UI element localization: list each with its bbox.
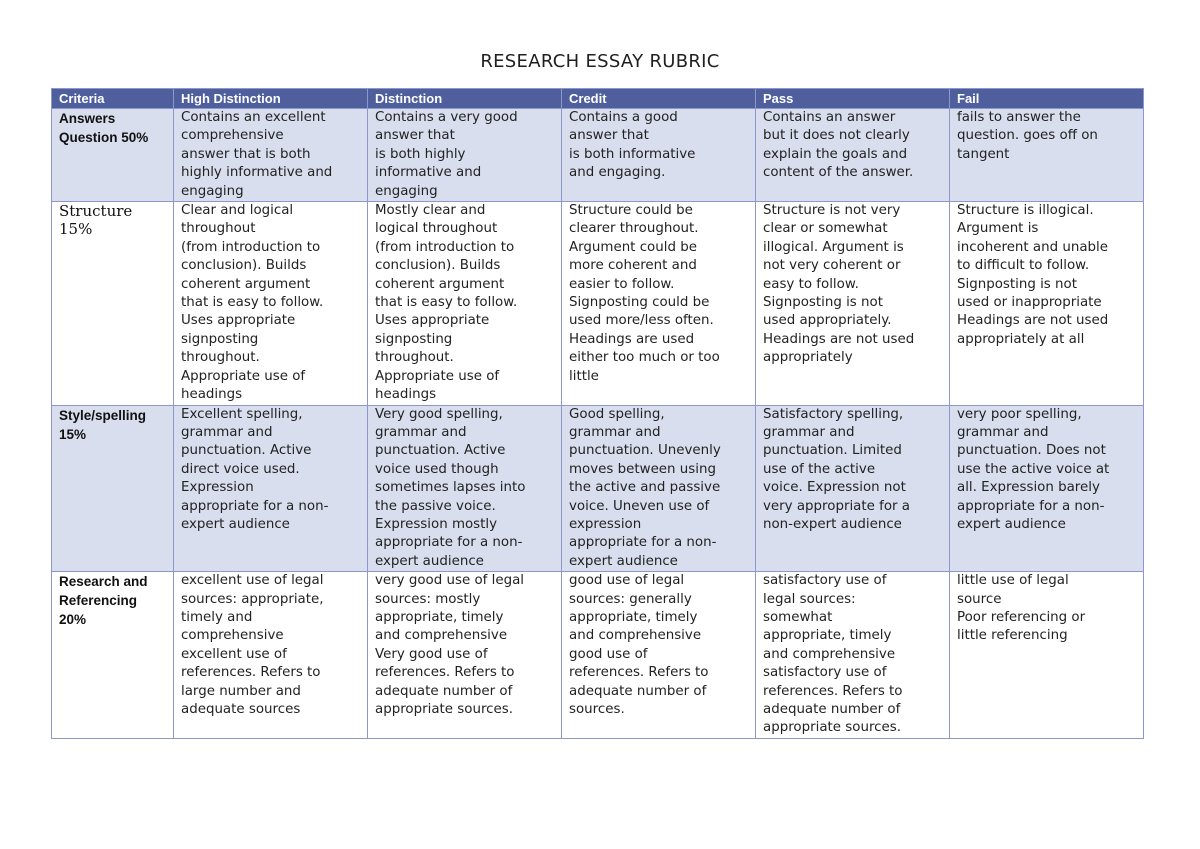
cell-pass (756, 405, 950, 572)
cell-pass (756, 572, 950, 739)
cell-text-line: Headings are not used (957, 313, 1109, 329)
cell-text-line: tangent (957, 146, 1010, 162)
cell-distinction (368, 109, 562, 202)
header-credit: Credit (562, 89, 756, 109)
cell-text-line: incoherent and unable (957, 239, 1109, 255)
cell-text-line: very appropriate for a (763, 498, 911, 514)
cell-credit (562, 572, 756, 739)
cell-text-line: timely and (181, 609, 253, 625)
cell-text-line: Structure could be (569, 203, 693, 219)
cell-text-line: sometimes lapses into (375, 480, 526, 496)
header-criteria: Criteria (52, 89, 174, 109)
cell-text-line: grammar and (569, 424, 661, 440)
cell-text-line: appropriate for a non- (957, 498, 1105, 514)
cell-text-line: voice. Uneven use of (569, 498, 710, 514)
cell-text-line: illogical. Argument is (763, 239, 904, 255)
cell-fail (950, 109, 1144, 202)
cell-text-line: explain the goals and (763, 146, 908, 162)
cell-text-line: appropriate, timely (763, 628, 892, 644)
cell-text-line: satisfactory use of (763, 665, 887, 681)
cell-text-line: appropriately at all (957, 331, 1085, 347)
cell-text-line: adequate number of (763, 702, 901, 717)
cell-text-line: adequate number of (375, 683, 513, 699)
cell-text-line: the passive voice. (375, 498, 496, 514)
cell-text-line: headings (375, 387, 437, 403)
cell-text-line: Excellent spelling, (181, 406, 303, 422)
cell-credit (562, 202, 756, 405)
cell-text-line: is both highly (375, 146, 466, 162)
cell-text-line: Good spelling, (569, 406, 665, 422)
cell-fail (950, 572, 1144, 739)
cell-text-line: appropriate sources. (763, 720, 901, 736)
rubric-table (51, 88, 1144, 739)
cell-text-line: headings (181, 387, 243, 403)
cell-credit (562, 109, 756, 202)
cell-text-line: Satisfactory spelling, (763, 406, 904, 422)
cell-text-line: expression (569, 516, 642, 532)
cell-text-line: little referencing (957, 628, 1068, 644)
cell-text-line: large number and (181, 683, 301, 699)
cell-text-line: appropriate for a non- (181, 498, 329, 514)
cell-high-distinction (174, 109, 368, 202)
cell-text-line: Contains a very good (375, 110, 518, 125)
cell-text-line: grammar and (375, 424, 467, 440)
header-fail: Fail (950, 89, 1144, 109)
cell-text-line: Research and (59, 574, 148, 590)
cell-text-line: legal sources: (763, 591, 856, 607)
cell-high-distinction (174, 202, 368, 405)
cell-text-line: punctuation. Limited (763, 443, 902, 459)
cell-text-line: sources: appropriate, (181, 591, 324, 607)
cell-text-line: coherent argument (375, 276, 505, 292)
header-pass: Pass (756, 89, 950, 109)
cell-text-line: sources: generally (569, 591, 692, 607)
cell-text-line: all. Expression barely (957, 480, 1100, 496)
cell-text-line: Structure (59, 202, 133, 221)
cell-text-line: Headings are not used (763, 331, 915, 347)
cell-text-line: Answers (59, 111, 116, 126)
cell-text-line: Signposting could be (569, 295, 710, 311)
cell-text-line: references. Refers to (763, 683, 903, 699)
cell-text-line: and engaging. (569, 165, 666, 181)
cell-text-line: answer that (569, 128, 649, 144)
cell-text-line: used more/less often. (569, 313, 714, 329)
cell-text-line: punctuation. Unevenly (569, 443, 721, 459)
cell-fail (950, 202, 1144, 405)
header-distinction: Distinction (368, 89, 562, 109)
cell-text-line: punctuation. Active (375, 443, 506, 459)
cell-text-line: Signposting is not (957, 276, 1077, 292)
cell-text-line: references. Refers to (181, 665, 321, 681)
cell-text-line: grammar and (957, 424, 1049, 440)
cell-text-line: is both informative (569, 146, 696, 162)
criteria-cell (52, 405, 174, 572)
cell-text-line: Argument is (957, 221, 1039, 237)
cell-text-line: conclusion). Builds (181, 258, 307, 274)
cell-text-line: adequate number of (569, 683, 707, 699)
cell-text-line: Structure is not very (763, 203, 901, 219)
cell-text-line: Style/spelling (59, 407, 147, 423)
cell-text-line: and comprehensive (763, 646, 896, 662)
cell-text-line: that is easy to follow. (181, 295, 324, 311)
cell-text-line: either too much or too (569, 350, 720, 366)
cell-text-line: use the active voice at (957, 461, 1110, 477)
row-answers-question (52, 109, 1144, 202)
cell-text-line: clearer throughout. (569, 221, 699, 237)
cell-text-line: expert audience (181, 516, 290, 532)
cell-text-line: punctuation. Active (181, 443, 312, 459)
row-research-referencing (52, 572, 1144, 739)
cell-text-line: good use of legal (569, 573, 685, 589)
cell-text-line: (from introduction to (375, 239, 515, 255)
cell-text-line: Argument could be (569, 239, 697, 255)
cell-text-line: clear or somewhat (763, 221, 888, 237)
cell-text-line: very poor spelling, (957, 406, 1082, 422)
cell-text-line: used or inappropriate (957, 295, 1102, 311)
cell-text-line: direct voice used. (181, 461, 300, 477)
cell-text-line: very good use of legal (375, 573, 524, 589)
cell-text-line: grammar and (181, 424, 273, 440)
cell-text-line: references. Refers to (569, 665, 709, 681)
cell-text-line: throughout. (181, 350, 260, 366)
criteria-cell (52, 109, 174, 202)
cell-text-line: 15% (59, 220, 93, 239)
cell-text-line: that is easy to follow. (375, 295, 518, 311)
cell-text-line: non-expert audience (763, 516, 902, 532)
cell-text-line: (from introduction to (181, 239, 321, 255)
cell-text-line: appropriate, timely (375, 609, 504, 625)
cell-text-line: comprehensive (181, 128, 284, 144)
header-row (52, 89, 1144, 109)
cell-text-line: Structure is illogical. (957, 203, 1094, 219)
row-structure (52, 202, 1144, 405)
cell-text-line: conclusion). Builds (375, 258, 501, 274)
header-high-distinction: High Distinction (174, 89, 368, 109)
document-title: RESEARCH ESSAY RUBRIC (480, 51, 720, 72)
cell-high-distinction (174, 405, 368, 572)
cell-text-line: throughout (181, 221, 256, 237)
cell-text-line: appropriate for a non- (569, 535, 717, 551)
cell-text-line: Very good spelling, (375, 406, 503, 422)
criteria-cell (52, 572, 174, 739)
cell-text-line: Contains a good (569, 110, 678, 125)
cell-text-line: question. goes off on (957, 128, 1098, 144)
cell-text-line: Contains an excellent (181, 110, 326, 125)
cell-text-line: more coherent and (569, 258, 697, 274)
cell-text-line: easy to follow. (763, 276, 859, 292)
cell-credit (562, 405, 756, 572)
cell-text-line: logical throughout (375, 221, 498, 237)
cell-text-line: Uses appropriate (181, 313, 296, 329)
cell-text-line: signposting (375, 331, 453, 347)
cell-text-line: Headings are used (569, 331, 695, 347)
cell-text-line: Poor referencing or (957, 609, 1086, 625)
cell-text-line: 20% (59, 612, 87, 628)
cell-text-line: fails to answer the (957, 110, 1081, 125)
cell-text-line: informative and (375, 165, 482, 181)
cell-text-line: punctuation. Does not (957, 443, 1106, 459)
cell-text-line: appropriately (763, 350, 853, 366)
cell-text-line: answer that is both (181, 146, 311, 162)
cell-text-line: engaging (375, 183, 438, 199)
cell-text-line: somewhat (763, 609, 833, 625)
cell-text-line: sources: mostly (375, 591, 481, 607)
cell-text-line: but it does not clearly (763, 128, 910, 144)
cell-text-line: references. Refers to (375, 665, 515, 681)
cell-text-line: Appropriate use of (181, 368, 306, 384)
cell-text-line: Mostly clear and (375, 203, 486, 219)
cell-text-line: Clear and logical (181, 203, 294, 219)
cell-text-line: Question 50% (59, 130, 149, 145)
cell-distinction (368, 572, 562, 739)
cell-distinction (368, 202, 562, 405)
cell-text-line: good use of (569, 646, 648, 662)
cell-text-line: Signposting is not (763, 295, 883, 311)
cell-text-line: Appropriate use of (375, 368, 500, 384)
cell-text-line: appropriate for a non- (375, 535, 523, 551)
cell-text-line: coherent argument (181, 276, 311, 292)
cell-text-line: expert audience (375, 553, 484, 569)
cell-text-line: content of the answer. (763, 165, 914, 181)
cell-text-line: Expression (181, 480, 254, 496)
cell-text-line: Very good use of (375, 646, 488, 662)
cell-text-line: Uses appropriate (375, 313, 490, 329)
cell-text-line: engaging (181, 183, 244, 199)
cell-text-line: to difficult to follow. (957, 258, 1090, 274)
cell-text-line: expert audience (957, 516, 1066, 532)
cell-high-distinction (174, 572, 368, 739)
cell-text-line: voice. Expression not (763, 480, 906, 496)
cell-text-line: answer that (375, 128, 455, 144)
cell-text-line: not very coherent or (763, 258, 901, 274)
criteria-cell (52, 202, 174, 405)
cell-text-line: grammar and (763, 424, 855, 440)
cell-text-line: adequate sources (181, 702, 301, 717)
cell-text-line: Contains an answer (763, 110, 896, 125)
cell-text-line: satisfactory use of (763, 573, 887, 589)
cell-text-line: and comprehensive (375, 628, 508, 644)
cell-pass (756, 202, 950, 405)
cell-text-line: voice used though (375, 461, 499, 477)
cell-text-line: excellent use of (181, 646, 287, 662)
cell-text-line: signposting (181, 331, 259, 347)
cell-text-line: excellent use of legal (181, 573, 324, 589)
cell-text-line: source (957, 591, 1002, 607)
cell-text-line: Referencing (59, 593, 138, 609)
cell-text-line: little use of legal (957, 573, 1069, 589)
cell-text-line: appropriate sources. (375, 702, 513, 717)
cell-text-line: used appropriately. (763, 313, 892, 329)
cell-text-line: highly informative and (181, 165, 333, 181)
cell-text-line: comprehensive (181, 628, 284, 644)
cell-text-line: little (569, 368, 599, 384)
cell-text-line: moves between using (569, 461, 716, 477)
cell-text-line: expert audience (569, 553, 678, 569)
cell-pass (756, 109, 950, 202)
cell-text-line: sources. (569, 702, 625, 717)
cell-text-line: easier to follow. (569, 276, 675, 292)
cell-text-line: and comprehensive (569, 628, 702, 644)
cell-text-line: the active and passive (569, 480, 721, 496)
cell-text-line: Expression mostly (375, 516, 498, 532)
cell-text-line: throughout. (375, 350, 454, 366)
cell-fail (950, 405, 1144, 572)
cell-text-line: appropriate, timely (569, 609, 698, 625)
cell-distinction (368, 405, 562, 572)
cell-text-line: use of the active (763, 461, 876, 477)
cell-text-line: 15% (59, 426, 87, 442)
row-style-spelling (52, 405, 1144, 572)
